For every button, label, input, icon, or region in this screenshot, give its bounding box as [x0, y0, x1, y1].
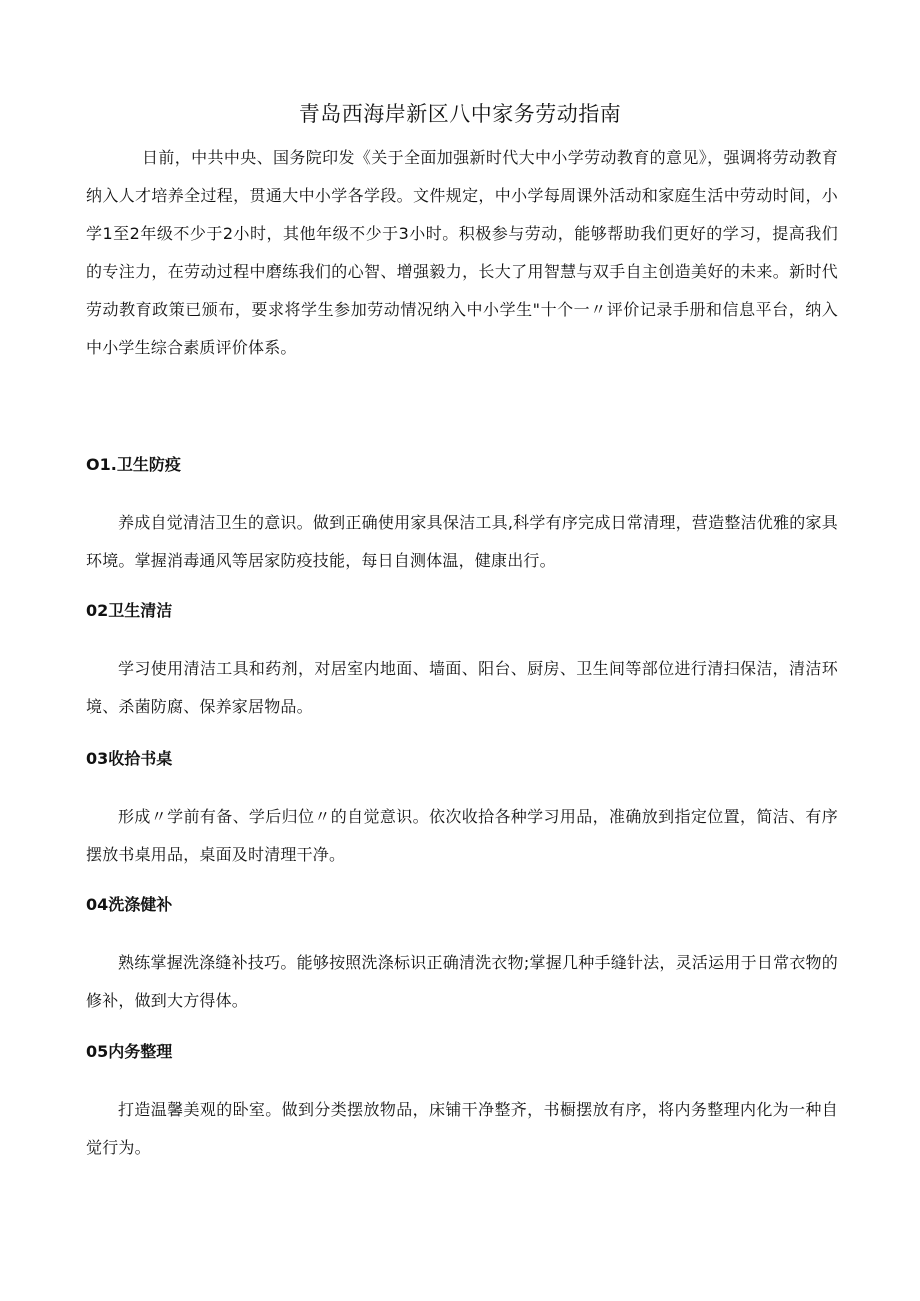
section-heading-cleaning: 02卫生清洁 [86, 601, 173, 620]
intro-paragraph: 日前，中共中央、国务院印发《关于全面加强新时代大中小学劳动教育的意见》，强调将劳动教育纳入人才培养全过程，贯通大中小学各学段。文件规定，中小学每周课外活动和家庭生活中劳动时间，小学1至2年级不少于2小时，其他年级不少于3小时。积极参与劳动，能够帮助我们更好的学习，提高我们的专注力，在劳动过程中磨练我们的心智、增强毅力，长大了用智慧与双手自主创造美好的未来。新时代劳动教育政策已颁布，要求将学生参加劳动情况纳入中小学生"十个一〃评价记录手册和信息平台，纳入中小学生综合素质评价体系。 [86, 148, 838, 357]
section-heading-hygiene-epidemic: O1.卫生防疫 [86, 455, 181, 474]
section-heading-desk-tidying: 03收拾书桌 [86, 749, 173, 768]
section-heading-room-organizing: 05内务整理 [86, 1042, 173, 1061]
section-body-hygiene-epidemic: 养成自觉清洁卫生的意识。做到正确使用家具保洁工具,科学有序完成日常清理，营造整洁优雅的家具环境。掌握消毒通风等居家防疫技能，每日自测体温，健康出行。 [86, 513, 838, 570]
section-body-room-organizing: 打造温馨美观的卧室。做到分类摆放物品，床铺干净整齐，书橱摆放有序，将内务整理内化为一种自觉行为。 [86, 1100, 838, 1157]
document-title: 青岛西海岸新区八中家务劳动指南 [298, 102, 622, 126]
section-body-washing-mending: 熟练掌握洗涤缝补技巧。能够按照洗涤标识正确清洗衣物;掌握几种手缝针法，灵活运用于日常衣物的修补，做到大方得体。 [86, 953, 838, 1010]
section-heading-washing-mending: 04洗涤健补 [86, 895, 173, 914]
section-body-desk-tidying: 形成〃学前有备、学后归位〃的自觉意识。依次收拾各种学习用品，准确放到指定位置，简洁、有序摆放书桌用品，桌面及时清理干净。 [86, 807, 838, 864]
section-body-cleaning: 学习使用清洁工具和药剂，对居室内地面、墙面、阳台、厨房、卫生间等部位进行清扫保洁，清洁环境、杀菌防腐、保养家居物品。 [86, 659, 838, 716]
